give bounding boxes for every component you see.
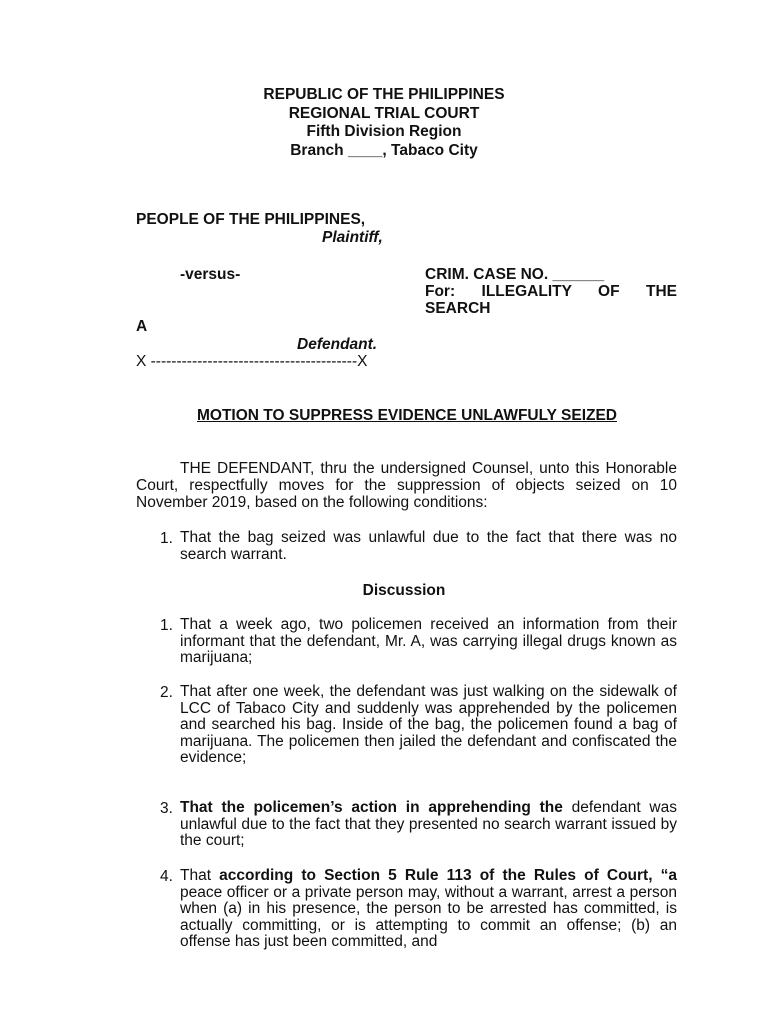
header-line-4: Branch ____, Tabaco City bbox=[290, 141, 478, 159]
discussion-number: 4. bbox=[160, 868, 173, 885]
discussion-text: That after one week, the defendant was just walking on the sidewalk of LCC of Tabaco City and suddenly was apprehended by the policemen and searched his bag. Inside of the bag, the policemen found a bag of marijuana. The policemen then jailed the defendant and confiscated the evidence; bbox=[180, 683, 677, 767]
plaintiff-label: Plaintiff, bbox=[322, 229, 383, 246]
discussion-number: 2. bbox=[160, 684, 173, 701]
discussion-number: 1. bbox=[160, 617, 173, 634]
case-for-line: For: ILLEGALITY OF THE bbox=[425, 283, 677, 300]
header-line-1: REPUBLIC OF THE PHILIPPINES bbox=[263, 86, 505, 103]
defendant-name: A bbox=[136, 318, 148, 335]
people-label: PEOPLE OF THE PHILIPPINES, bbox=[136, 211, 366, 228]
discussion-heading: Discussion bbox=[362, 582, 446, 599]
motion-title: MOTION TO SUPPRESS EVIDENCE UNLAWFULY SEIZED bbox=[197, 407, 617, 424]
court-header bbox=[0, 86, 768, 160]
case-number: CRIM. CASE NO. ______ bbox=[425, 266, 605, 283]
discussion-text: That a week ago, two policemen received an information from their informant that the defendant, Mr. A, was carrying illegal drugs known as marijuana; bbox=[180, 616, 677, 667]
condition-text: That the bag seized was unlawful due to the fact that there was no search warrant. bbox=[180, 529, 677, 563]
header-line-3: Fifth Division Region bbox=[306, 123, 462, 140]
discussion-prefix: That bbox=[180, 867, 220, 884]
discussion-bold-text: according to Section 5 Rule 113 of the Rules of Court, “a bbox=[219, 867, 677, 884]
versus-label: -versus- bbox=[180, 266, 241, 283]
condition-number: 1. bbox=[160, 530, 173, 547]
intro-paragraph: THE DEFENDANT, thru the undersigned Counsel, unto this Honorable Court, respectfully moves for the suppression of objects seized on 10 November 2019, based on the following conditions: bbox=[136, 460, 677, 511]
discussion-text: defendant was unlawful due to the fact that they presented no search warrant issued by the court; bbox=[180, 799, 677, 850]
discussion-number: 3. bbox=[160, 800, 173, 817]
discussion-bold-text: That the policemen’s action in apprehending the bbox=[180, 799, 563, 816]
defendant-label: Defendant. bbox=[297, 336, 378, 353]
discussion-text: peace officer or a private person may, without a warrant, arrest a person when (a) in his presence, the person to be arrested has committed, is actually committing, or is attempting to commit an offense; (b) an offense has just been committed, and bbox=[180, 883, 677, 951]
caption-separator: X ----------------------------------------X bbox=[136, 353, 368, 370]
discussion-paragraph bbox=[180, 800, 677, 850]
case-for-line-2: SEARCH bbox=[425, 300, 491, 317]
header-line-2: REGIONAL TRIAL COURT bbox=[288, 104, 480, 122]
discussion-paragraph bbox=[180, 868, 677, 951]
